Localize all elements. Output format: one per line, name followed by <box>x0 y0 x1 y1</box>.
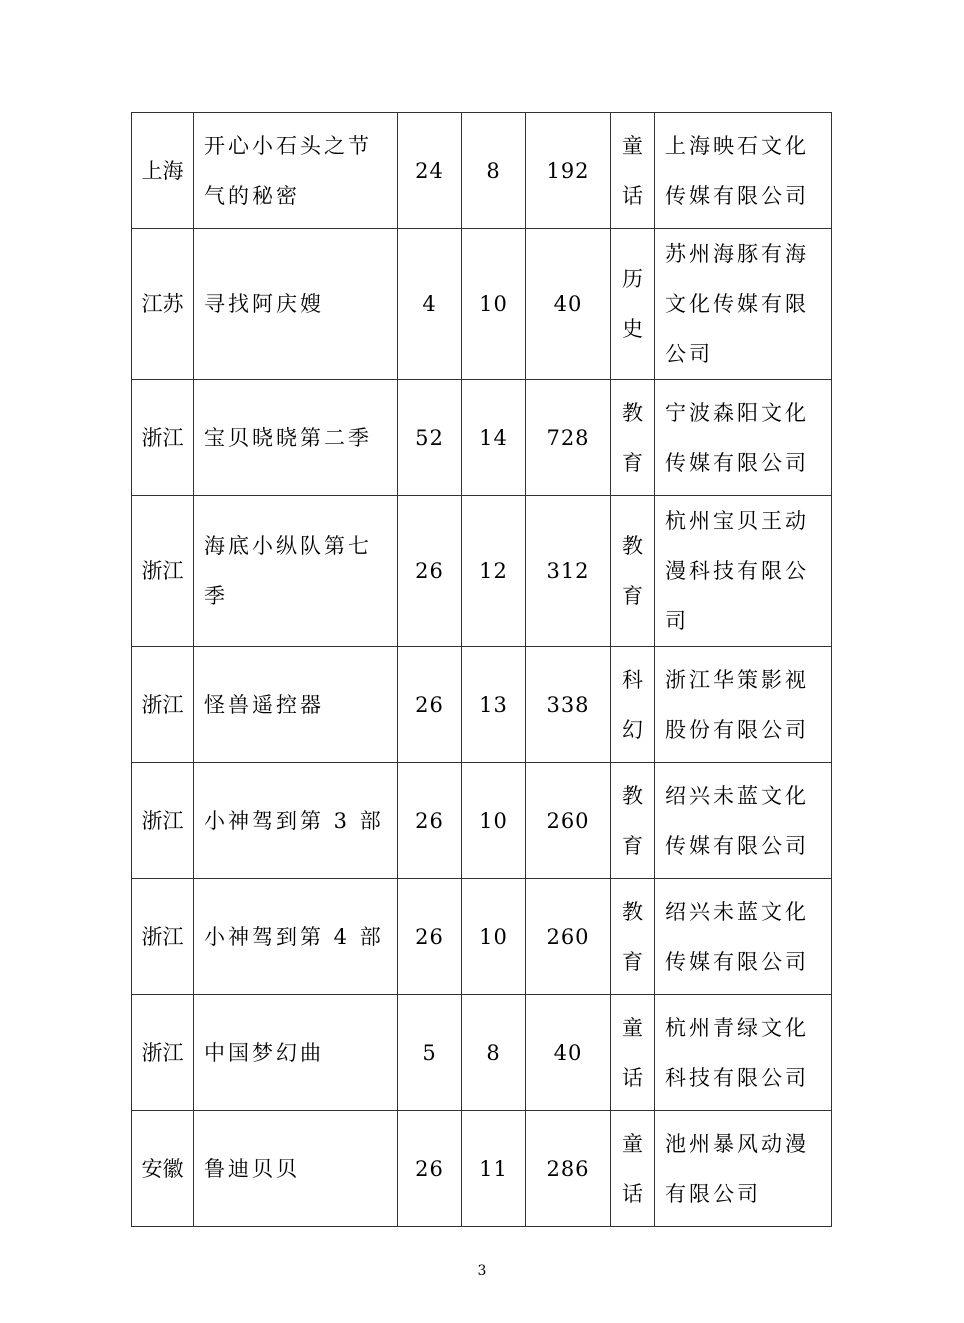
table-row <box>132 1111 832 1227</box>
total-minutes-cell: 286 <box>526 1111 611 1227</box>
episodes-cell: 26 <box>398 879 462 995</box>
company-cell: 上海映石文化传媒有限公司 <box>655 113 832 229</box>
total-minutes-cell: 260 <box>526 763 611 879</box>
title-cell: 开心小石头之节气的秘密 <box>194 113 398 229</box>
total-minutes-cell: 728 <box>526 380 611 496</box>
minutes-cell: 10 <box>462 879 526 995</box>
genre-cell <box>611 879 655 995</box>
company-cell: 杭州青绿文化科技有限公司 <box>655 995 832 1111</box>
company-cell: 苏州海豚有海文化传媒有限公司 <box>655 229 832 380</box>
genre-text: 历史 <box>622 267 643 341</box>
company-cell: 绍兴未蓝文化传媒有限公司 <box>655 879 832 995</box>
genre-cell <box>611 995 655 1111</box>
genre-cell <box>611 380 655 496</box>
genre-cell <box>611 113 655 229</box>
episodes-cell: 26 <box>398 647 462 763</box>
minutes-cell: 11 <box>462 1111 526 1227</box>
episodes-cell: 26 <box>398 496 462 647</box>
title-cell: 小神驾到第 3 部 <box>194 763 398 879</box>
animation-table <box>131 112 832 1227</box>
total-minutes-cell: 260 <box>526 879 611 995</box>
table-row <box>132 647 832 763</box>
company-cell: 杭州宝贝王动漫科技有限公司 <box>655 496 832 647</box>
province-cell: 浙江 <box>132 647 194 763</box>
province-cell: 浙江 <box>132 763 194 879</box>
page-number: 3 <box>477 1263 487 1279</box>
table-row <box>132 763 832 879</box>
minutes-cell: 10 <box>462 229 526 380</box>
total-minutes-cell: 192 <box>526 113 611 229</box>
total-minutes-cell: 40 <box>526 229 611 380</box>
genre-cell <box>611 496 655 647</box>
title-cell: 中国梦幻曲 <box>194 995 398 1111</box>
episodes-cell: 26 <box>398 1111 462 1227</box>
episodes-cell: 4 <box>398 229 462 380</box>
minutes-cell: 8 <box>462 113 526 229</box>
table-row <box>132 113 832 229</box>
minutes-cell: 8 <box>462 995 526 1111</box>
province-cell: 浙江 <box>132 879 194 995</box>
minutes-cell: 13 <box>462 647 526 763</box>
company-cell: 宁波森阳文化传媒有限公司 <box>655 380 832 496</box>
province-cell: 江苏 <box>132 229 194 380</box>
genre-cell <box>611 1111 655 1227</box>
genre-text: 童话 <box>622 133 643 208</box>
company-cell: 绍兴未蓝文化传媒有限公司 <box>655 763 832 879</box>
genre-cell <box>611 763 655 879</box>
minutes-cell: 10 <box>462 763 526 879</box>
province-cell: 上海 <box>132 113 194 229</box>
table-row <box>132 879 832 995</box>
table-row <box>132 995 832 1111</box>
episodes-cell: 52 <box>398 380 462 496</box>
total-minutes-cell: 312 <box>526 496 611 647</box>
minutes-cell: 12 <box>462 496 526 647</box>
genre-text: 教育 <box>622 534 643 608</box>
genre-text: 童话 <box>622 1015 643 1090</box>
episodes-cell: 26 <box>398 763 462 879</box>
table-row <box>132 496 832 647</box>
genre-text: 教育 <box>622 899 643 974</box>
total-minutes-cell: 40 <box>526 995 611 1111</box>
province-cell: 浙江 <box>132 496 194 647</box>
genre-cell <box>611 229 655 380</box>
title-cell: 宝贝晓晓第二季 <box>194 380 398 496</box>
province-cell: 浙江 <box>132 380 194 496</box>
province-cell: 安徽 <box>132 1111 194 1227</box>
episodes-cell: 5 <box>398 995 462 1111</box>
company-cell: 池州暴风动漫有限公司 <box>655 1111 832 1227</box>
title-cell: 鲁迪贝贝 <box>194 1111 398 1227</box>
title-cell: 小神驾到第 4 部 <box>194 879 398 995</box>
company-cell: 浙江华策影视股份有限公司 <box>655 647 832 763</box>
episodes-cell: 24 <box>398 113 462 229</box>
genre-text: 童话 <box>622 1131 643 1206</box>
table-row <box>132 380 832 496</box>
title-cell: 海底小纵队第七季 <box>194 496 398 647</box>
title-cell: 怪兽遥控器 <box>194 647 398 763</box>
genre-text: 教育 <box>622 400 643 475</box>
genre-cell <box>611 647 655 763</box>
total-minutes-cell: 338 <box>526 647 611 763</box>
table-row <box>132 229 832 380</box>
genre-text: 科幻 <box>622 667 643 742</box>
minutes-cell: 14 <box>462 380 526 496</box>
title-cell: 寻找阿庆嫂 <box>194 229 398 380</box>
province-cell: 浙江 <box>132 995 194 1111</box>
genre-text: 教育 <box>622 783 643 858</box>
